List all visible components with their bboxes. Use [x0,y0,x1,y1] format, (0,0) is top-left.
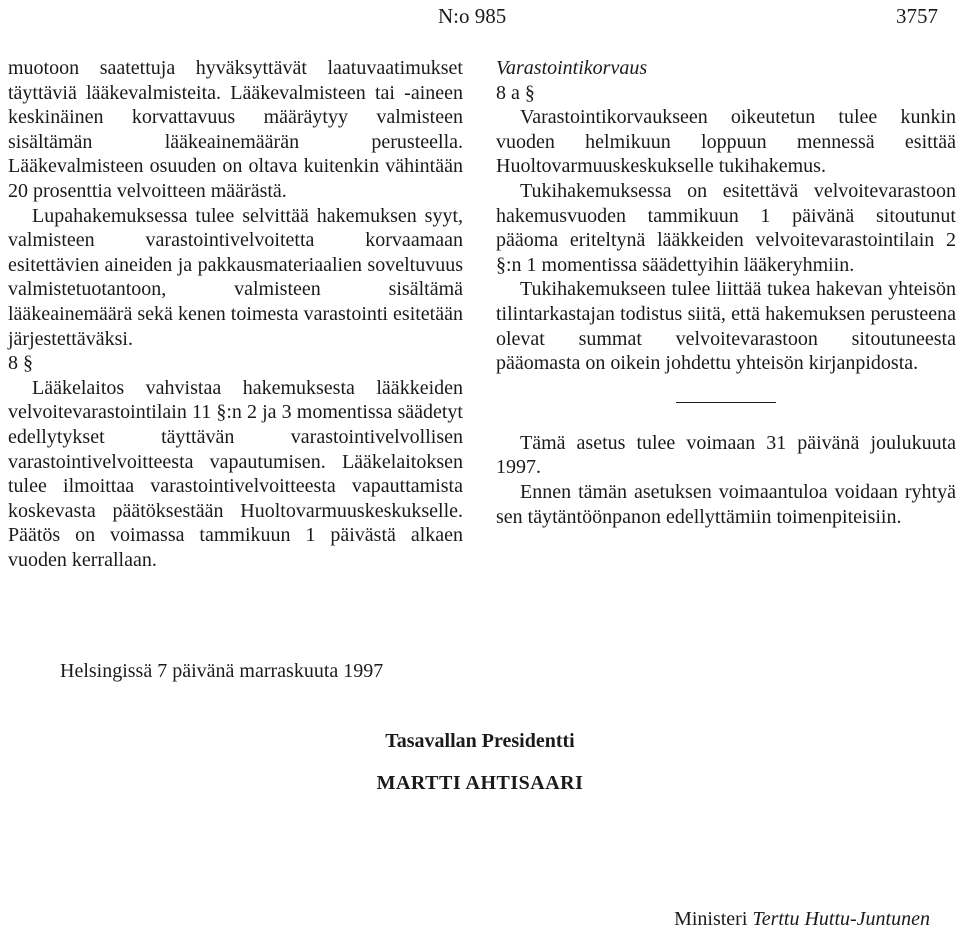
issue-number: N:o 985 [438,4,507,28]
paragraph: Tukihakemukseen tulee liittää tukea hakevan yhteisön tilintarkastajan todistus siitä, että hakemuksen perusteena olevat summat velvoitevarastoon sitoutuneesta pääomasta on oikein johdettu yhteisön kirjanpidosta. [496,278,956,375]
paragraph: Lupahakemuksessa tulee selvittää hakemuksen syyt, valmisteen varastointivelvoitetta korvaamaan esitettävien aineiden ja pakkausmateriaalien soveltuvuus valmistetuotantoon, valmisteen sisältämä lääkeainemäärä sekä kenen toimesta varastointi esitetään järjestettäväksi. [8,204,463,350]
minister-title: Ministeri [674,908,748,930]
section-title: Varastointikorvaus [496,57,648,79]
president-title: Tasavallan Presidentti [385,730,575,752]
left-column [8,56,463,572]
section-heading-8a: 8 a § [496,81,535,104]
place-date: Helsingissä 7 päivänä marraskuuta 1997 [60,660,384,682]
minister-signature [674,908,930,931]
paragraph: Ennen tämän asetuksen voimaantuloa voidaan ryhtyä sen täytäntöönpanon edellyttämiin toimenpiteisiin. [496,480,956,528]
paragraph: muotoon saatettuja hyväksyttävät laatuvaatimukset täyttäviä lääkevalmisteita. Lääkevalmisteen tai -aineen keskinäinen korvattavuus määräytyy valmisteen sisältämän lääkeainemäärän perusteella. Lääkevalmisteen osuuden on oltava kuitenkin vähintään 20 prosenttia velvoitteen määrästä. [8,57,463,202]
paragraph: Tukihakemuksessa on esitettävä velvoitevarastoon hakemusvuoden tammikuun 1 päivänä sitoutunut pääoma eriteltynä lääkkeiden velvoitevarastointilain 2 §:n 1 momentissa säädettyihin lääkeryhmiin. [496,179,956,276]
paragraph: Lääkelaitos vahvistaa hakemuksesta lääkkeiden velvoitevarastointilain 11 §:n 2 ja 3 momentissa säädetyt edellytykset täyttävän varastointivelvollisen varastointivelvoitteesta vapautumisen. Lääkelaitoksen tulee ilmoittaa varastointivelvoitteesta vapauttamista koskevasta päätöksestään Huoltovarmuuskeskukselle. Päätös on voimassa tammikuun 1 päivästä alkaen vuoden kerrallaan. [8,376,463,571]
section-heading-8: 8 § [8,352,33,375]
president-name: MARTTI AHTISAARI [376,772,584,794]
paragraph: Tämä asetus tulee voimaan 31 päivänä joulukuuta 1997. [496,431,956,479]
paragraph: Varastointikorvaukseen oikeutetun tulee kunkin vuoden helmikuun loppuun mennessä esittää Huoltovarmuuskeskukselle tukihakemus. [496,106,956,178]
minister-name: Terttu Huttu-Juntunen [752,908,930,930]
page-number: 3757 [896,4,938,28]
separator-line [676,402,776,403]
right-column [496,56,956,529]
